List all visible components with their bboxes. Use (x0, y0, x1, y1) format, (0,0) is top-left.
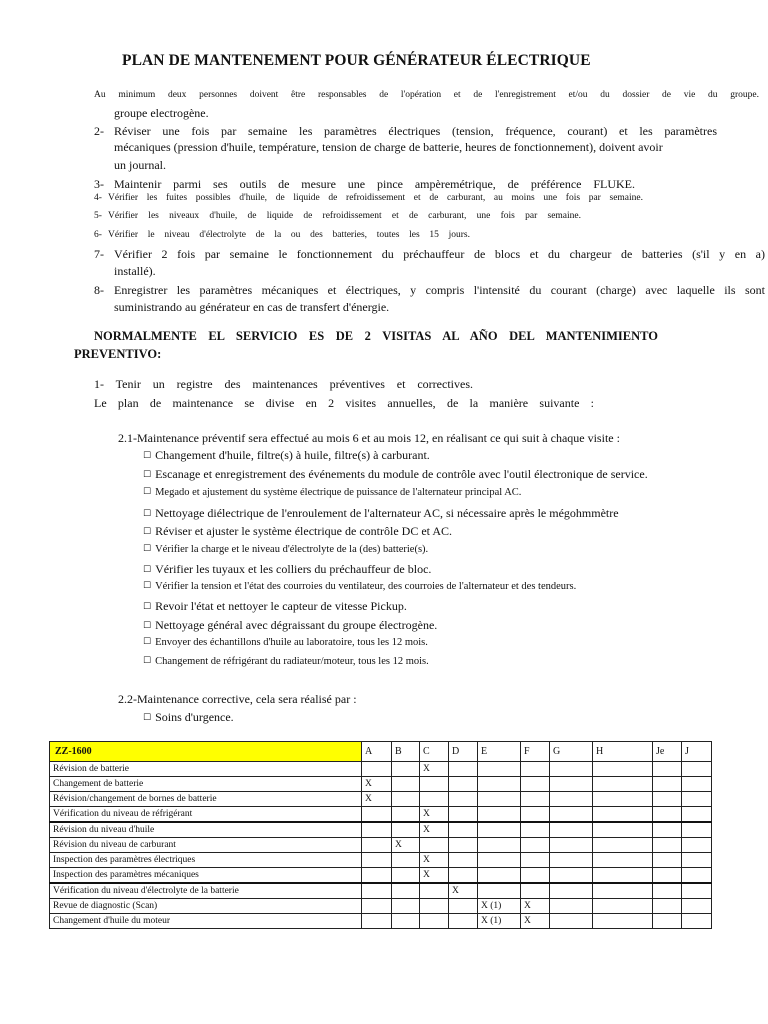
page-title: PLAN DE MANTENEMENT POUR GÉNÉRATEUR ÉLECTRIQUE (122, 52, 591, 69)
table-cell (449, 792, 478, 807)
table-row (50, 868, 712, 884)
table-cell (550, 777, 593, 792)
checkbox-glyph-icon: ☐ (143, 527, 152, 537)
table-cell (392, 762, 420, 777)
item-2-line-2: mécaniques (pression d'huile, température, tension de charge de batterie, heures de fonctionnement), doivent avoir (114, 140, 663, 154)
checkbox-glyph-icon: ☐ (143, 602, 152, 612)
corrective-heading: 2.2-Maintenance corrective, cela sera réalisé par : (118, 692, 357, 706)
column-header: E (478, 742, 521, 762)
table-cell (478, 883, 521, 899)
list-item-text: Envoyer des échantillons d'huile au laboratoire, tous les 12 mois. (155, 637, 428, 648)
item-4-number: 4- (94, 193, 102, 203)
table-cell (392, 807, 420, 823)
list-item (143, 637, 428, 648)
item-7-number: 7- (94, 247, 104, 261)
table-cell (449, 822, 478, 838)
checkbox-glyph-icon: ☐ (143, 565, 152, 575)
table-cell (392, 883, 420, 899)
table-cell (449, 777, 478, 792)
table-cell (392, 899, 420, 914)
list-item (143, 487, 521, 498)
table-cell (420, 792, 449, 807)
section-heading-line-2: PREVENTIVO: (74, 347, 162, 361)
table-cell (420, 899, 449, 914)
row-label: Vérification du niveau de réfrigérant (50, 807, 362, 823)
table-cell: X (362, 777, 392, 792)
table-cell (362, 883, 392, 899)
list-item-text: Changement de réfrigérant du radiateur/moteur, tous les 12 mois. (155, 656, 429, 667)
table-cell (449, 899, 478, 914)
table-cell (521, 853, 550, 868)
table-cell: X (449, 883, 478, 899)
table-cell (682, 853, 712, 868)
table-cell (392, 853, 420, 868)
table-cell (521, 792, 550, 807)
row-label: Révision de batterie (50, 762, 362, 777)
table-cell (362, 822, 392, 838)
table-header-row (50, 742, 712, 762)
list-item-text: Changement d'huile, filtre(s) à huile, filtre(s) à carburant. (155, 448, 430, 462)
table-cell (550, 883, 593, 899)
intro-line-2: groupe electrogène. (114, 106, 209, 120)
checkbox-glyph-icon: ☐ (143, 713, 152, 723)
table-cell (420, 883, 449, 899)
table-cell (593, 792, 653, 807)
item-8-line-1: Enregistrer les paramètres mécaniques et électriques, y compris l'intensité du courant (charge) avec laquelle ils sont (114, 283, 765, 297)
table-row (50, 883, 712, 899)
table-cell (449, 807, 478, 823)
corrective-item (143, 710, 234, 725)
model-name: ZZ-1600 (50, 742, 362, 762)
table-cell (449, 853, 478, 868)
table-cell (550, 868, 593, 884)
row-label: Inspection des paramètres mécaniques (50, 868, 362, 884)
item-6-number: 6- (94, 230, 102, 240)
column-header: J (682, 742, 712, 762)
table-cell (521, 777, 550, 792)
column-header: B (392, 742, 420, 762)
table-cell (392, 777, 420, 792)
item-5-text: Vérifier les niveaux d'huile, de liquide de refroidissement et de carburant, une fois par semaine. (108, 211, 581, 221)
table-row (50, 807, 712, 823)
table-cell (521, 838, 550, 853)
section-heading-line-1: NORMALMENTE EL SERVICIO ES DE 2 VISITAS AL AÑO DEL MANTENIMIENTO (94, 329, 658, 343)
table-cell (362, 838, 392, 853)
list-item-text: Réviser et ajuster le système électrique de contrôle DC et AC. (155, 524, 452, 538)
table-cell (449, 838, 478, 853)
table-cell (362, 762, 392, 777)
table-cell (653, 868, 682, 884)
item-8-line-2: suministrando au générateur en cas de transfert d'énergie. (114, 300, 390, 314)
list-item-text: Vérifier la charge et le niveau d'électrolyte de la (des) batterie(s). (155, 544, 429, 555)
table-body (50, 742, 712, 929)
table-row (50, 838, 712, 853)
item-7-line-2: installé). (114, 264, 156, 278)
list-item (143, 562, 431, 577)
list-item-text: Vérifier la tension et l'état des courroies du ventilateur, des courroies de l'alternateur et des tendeurs. (155, 581, 577, 592)
table-cell (521, 883, 550, 899)
table-row (50, 899, 712, 914)
row-label: Changement de batterie (50, 777, 362, 792)
list-item (143, 581, 576, 592)
column-header: F (521, 742, 550, 762)
list-item-text: Megado et ajustement du système électrique de puissance de l'alternateur principal AC. (155, 487, 522, 498)
table-cell (550, 762, 593, 777)
table-cell (550, 792, 593, 807)
table-cell (682, 883, 712, 899)
table-cell (362, 914, 392, 929)
checkbox-glyph-icon: ☐ (143, 581, 152, 591)
table-cell (521, 807, 550, 823)
list-item (143, 448, 430, 463)
table-cell (682, 807, 712, 823)
table-cell (420, 777, 449, 792)
table-cell (478, 853, 521, 868)
table-cell: X (1) (478, 914, 521, 929)
list-item (143, 506, 619, 521)
table-cell (521, 822, 550, 838)
table-cell: X (521, 899, 550, 914)
table-cell (682, 822, 712, 838)
table-cell (593, 777, 653, 792)
checkbox-glyph-icon: ☐ (143, 637, 152, 647)
table-cell (682, 868, 712, 884)
table-cell (593, 807, 653, 823)
checkbox-glyph-icon: ☐ (143, 509, 152, 519)
column-header: C (420, 742, 449, 762)
table-cell (550, 807, 593, 823)
checkbox-glyph-icon: ☐ (143, 656, 152, 666)
table-cell (593, 853, 653, 868)
item-8-number: 8- (94, 283, 104, 297)
table-cell (593, 868, 653, 884)
table-cell (682, 914, 712, 929)
list-item-text: Vérifier les tuyaux et les colliers du préchauffeur de bloc. (155, 562, 432, 576)
row-label: Révision du niveau d'huile (50, 822, 362, 838)
row-label: Changement d'huile du moteur (50, 914, 362, 929)
table-cell (593, 914, 653, 929)
row-label: Révision/changement de bornes de batterie (50, 792, 362, 807)
column-header: A (362, 742, 392, 762)
table-cell (682, 838, 712, 853)
table-cell (653, 762, 682, 777)
table-cell (478, 868, 521, 884)
table-cell (593, 762, 653, 777)
table-cell (449, 762, 478, 777)
table-cell: X (420, 807, 449, 823)
table-cell (478, 807, 521, 823)
list-item-text: Nettoyage diélectrique de l'enroulement de l'alternateur AC, si nécessaire après le mégohmmètre (155, 506, 619, 520)
checkbox-glyph-icon: ☐ (143, 470, 152, 480)
item-2-line-3: un journal. (114, 158, 166, 172)
table-cell (653, 807, 682, 823)
table-cell (362, 899, 392, 914)
row-label: Vérification du niveau d'électrolyte de la batterie (50, 883, 362, 899)
table-cell (362, 868, 392, 884)
table-row (50, 777, 712, 792)
section-paragraph-2: Le plan de maintenance se divise en 2 visites annuelles, de la manière suivante : (94, 396, 594, 410)
checkbox-glyph-icon: ☐ (143, 451, 152, 461)
item-2-number: 2- (94, 124, 104, 138)
maintenance-table (49, 741, 712, 929)
table-cell (392, 792, 420, 807)
item-3-text: Maintenir parmi ses outils de mesure une pince ampèremétrique, de préférence FLUKE. (114, 177, 635, 191)
column-header: H (593, 742, 653, 762)
table-cell (593, 883, 653, 899)
table-cell (478, 822, 521, 838)
table-cell (653, 838, 682, 853)
table-cell (682, 899, 712, 914)
table-cell (392, 868, 420, 884)
table-cell (449, 914, 478, 929)
table-row (50, 914, 712, 929)
table-cell (478, 838, 521, 853)
corrective-item-text: Soins d'urgence. (155, 710, 234, 724)
list-item (143, 599, 407, 614)
table-cell (550, 853, 593, 868)
table-cell (550, 822, 593, 838)
table-cell (653, 822, 682, 838)
row-label: Inspection des paramètres électriques (50, 853, 362, 868)
table-cell (550, 838, 593, 853)
table-cell (653, 792, 682, 807)
list-item (143, 544, 428, 555)
column-header: D (449, 742, 478, 762)
table-cell (653, 883, 682, 899)
item-6-text: Vérifier le niveau d'électrolyte de la ou des batteries, toutes les 15 jours. (108, 230, 470, 240)
list-item-text: Nettoyage général avec dégraissant du groupe électrogène. (155, 618, 438, 632)
item-3-number: 3- (94, 177, 104, 191)
table-cell (550, 899, 593, 914)
table-cell (478, 762, 521, 777)
table-cell (521, 868, 550, 884)
table-cell (521, 762, 550, 777)
table-cell: X (420, 822, 449, 838)
table-row (50, 762, 712, 777)
item-4-text: Vérifier les fuites possibles d'huile, de liquide de refroidissement et de carburant, au moins une fois par semaine. (108, 193, 643, 203)
table-cell (449, 868, 478, 884)
column-header: G (550, 742, 593, 762)
table-cell: X (420, 868, 449, 884)
list-item-text: Revoir l'état et nettoyer le capteur de vitesse Pickup. (155, 599, 407, 613)
table-row (50, 792, 712, 807)
table-cell (362, 807, 392, 823)
table-row (50, 853, 712, 868)
table-cell (593, 899, 653, 914)
table-cell (653, 899, 682, 914)
table-cell (478, 777, 521, 792)
column-header: Je (653, 742, 682, 762)
table-cell (653, 777, 682, 792)
table-cell (478, 792, 521, 807)
table-cell (593, 838, 653, 853)
intro-line-1: Au minimum deux personnes doivent être responsables de l'opération et de l'enregistrement et/ou du dossier de vie du groupe. (94, 90, 759, 100)
table-cell: X (362, 792, 392, 807)
checkbox-glyph-icon: ☐ (143, 621, 152, 631)
preventive-heading: 2.1-Maintenance préventif sera effectué au mois 6 et au mois 12, en réalisant ce qui suit à chaque visite : (118, 431, 620, 445)
table-cell (392, 822, 420, 838)
table-cell (392, 914, 420, 929)
checkbox-glyph-icon: ☐ (143, 487, 152, 497)
table-cell (593, 822, 653, 838)
table-cell: X (521, 914, 550, 929)
item-2-line-1: Réviser une fois par semaine les paramètres électriques (tension, fréquence, courant) et les paramètres (114, 124, 717, 138)
list-item (143, 656, 429, 667)
item-7-line-1: Vérifier 2 fois par semaine le fonctionnement du préchauffeur de blocs et du chargeur de batteries (s'il y en a) (114, 247, 765, 261)
table-cell (682, 762, 712, 777)
table-cell (682, 777, 712, 792)
table-cell (653, 853, 682, 868)
table-cell (550, 914, 593, 929)
section-paragraph-1: 1- Tenir un registre des maintenances préventives et correctives. (94, 377, 473, 391)
list-item-text: Escanage et enregistrement des événements du module de contrôle avec l'outil électronique de service. (155, 467, 648, 481)
table-cell: X (392, 838, 420, 853)
list-item (143, 524, 452, 539)
table-cell: X (420, 762, 449, 777)
table-cell: X (420, 853, 449, 868)
checkbox-glyph-icon: ☐ (143, 544, 152, 554)
table-cell (420, 838, 449, 853)
table-row (50, 822, 712, 838)
table-cell: X (1) (478, 899, 521, 914)
table-cell (653, 914, 682, 929)
item-5-number: 5- (94, 211, 102, 221)
table-cell (682, 792, 712, 807)
row-label: Révision du niveau de carburant (50, 838, 362, 853)
table-cell (362, 853, 392, 868)
table-cell (420, 914, 449, 929)
row-label: Revue de diagnostic (Scan) (50, 899, 362, 914)
list-item (143, 618, 437, 633)
list-item (143, 467, 648, 482)
